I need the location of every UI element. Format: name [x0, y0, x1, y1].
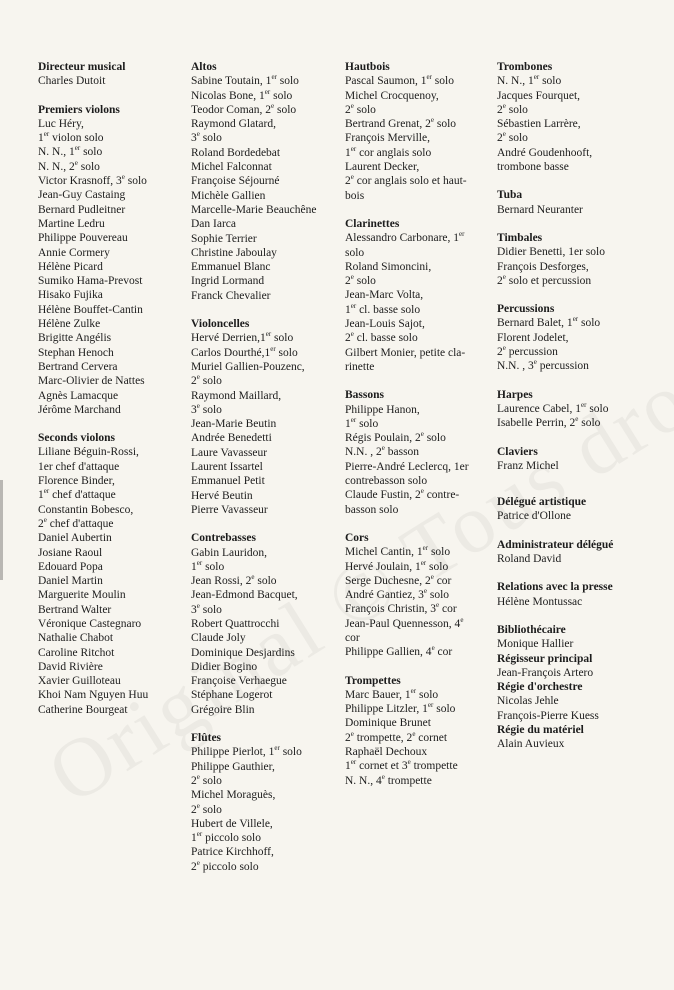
roster-line: contrebasson solo: [345, 475, 428, 488]
section-heading: Violoncelles: [191, 318, 250, 331]
section-heading: Directeur musical: [38, 61, 126, 73]
roster-section: [345, 60, 503, 203]
roster-line: Michel Cantin, 1er solo: [345, 544, 451, 559]
roster-line: bois: [345, 189, 365, 202]
roster-line: Andrée Benedetti: [191, 432, 272, 445]
roster-line: Martine Ledru: [38, 217, 105, 230]
roster-line: Didier Bogino: [191, 660, 258, 673]
roster-line: Pierre Vavasseur: [191, 503, 268, 516]
roster-line: Patrice d'Ollone: [497, 510, 571, 523]
roster-line: André Gantiez, 3e solo: [345, 587, 450, 602]
roster-line: Xavier Guilloteau: [38, 675, 121, 688]
roster-line: Jean-Marc Volta,: [345, 289, 424, 302]
roster-line: 1er cornet et 3e trompette: [345, 758, 458, 773]
roster-line: Hervé Derrien,1er solo: [191, 330, 294, 345]
roster-line: 2e chef d'attaque: [38, 516, 114, 530]
section-heading: Harpes: [497, 388, 533, 401]
roster-line: Emmanuel Petit: [191, 475, 265, 488]
roster-line: 2e solo: [191, 373, 222, 388]
roster-section: [497, 302, 655, 373]
roster-line: François-Pierre Kuess: [497, 709, 599, 722]
roster-line: solo: [345, 246, 365, 259]
roster-line: Jean Rossi, 2e solo: [191, 573, 277, 588]
roster-section: [38, 60, 196, 89]
roster-line: 2e solo: [345, 102, 376, 116]
roster-line: François Desforges,: [497, 260, 589, 273]
roster-line: Jean-François Artero: [497, 666, 594, 679]
section-heading: Percussions: [497, 303, 555, 316]
roster-line: 1er violon solo: [38, 130, 104, 145]
roster-line: Franz Michel: [497, 459, 559, 472]
roster-line: Dominique Desjardins: [191, 646, 295, 659]
roster-line: Gilbert Monier, petite cla-: [345, 346, 466, 359]
page-edge-mark: [0, 480, 3, 580]
roster-line: 2e percussion: [497, 344, 558, 359]
roster-line: 1er chef d'attaque: [38, 460, 120, 473]
roster-line: Michel Moraguès,: [191, 789, 276, 802]
section-heading: Régie d'orchestre: [497, 681, 583, 694]
roster-line: Florent Jodelet,: [497, 331, 569, 344]
section-heading: Délégué artistique: [497, 496, 587, 509]
roster-section: [345, 388, 503, 517]
roster-line: Michèle Gallien: [191, 189, 266, 202]
roster-line: Nicolas Bone, 1er solo: [191, 87, 293, 102]
roster-line: Hervé Beutin: [191, 489, 253, 502]
roster-line: N. N., 1er solo: [38, 144, 103, 159]
roster-line: 2e solo: [191, 773, 222, 787]
roster-line: cor: [345, 631, 360, 644]
roster-line: Philippe Gauthier,: [191, 760, 275, 773]
roster-line: Bernard Pudleitner: [38, 203, 126, 216]
roster-line: Khoi Nam Nguyen Huu: [38, 689, 149, 702]
section-heading: Timbales: [497, 231, 543, 244]
roster-section: [497, 495, 655, 524]
roster-line: Claude Fustin, 2e contre-: [345, 487, 460, 502]
roster-line: Christine Jaboulay: [191, 246, 277, 259]
roster-section: [497, 388, 655, 431]
roster-line: Jean-Paul Quennesson, 4e: [345, 615, 464, 630]
roster-line: 1er cor anglais solo: [345, 144, 432, 159]
roster-section: [38, 431, 196, 717]
roster-line: Serge Duchesne, 2e cor: [345, 572, 452, 587]
roster-section: [497, 231, 655, 288]
roster-column-2: [191, 60, 349, 888]
roster-line: Jacques Fourquet,: [497, 89, 581, 102]
roster-line: Michel Falconnat: [191, 161, 272, 174]
section-heading: Hautbois: [345, 61, 390, 73]
roster-line: Bernard Neuranter: [497, 203, 583, 216]
roster-line: Dan Iarca: [191, 218, 237, 231]
section-spacer: [497, 487, 655, 495]
roster-section: [497, 60, 655, 174]
roster-line: Pascal Saumon, 1er solo: [345, 73, 454, 88]
roster-section: [191, 60, 349, 303]
roster-line: 2e solo et percussion: [497, 273, 592, 287]
roster-line: Patrice Kirchhoff,: [191, 846, 274, 859]
roster-line: Françoise Verhaegue: [191, 675, 287, 688]
roster-line: François Christin, 3e cor: [345, 601, 457, 616]
roster-line: Raymond Glatard,: [191, 118, 276, 131]
roster-section: [497, 445, 655, 474]
section-heading: Relations avec la presse: [497, 581, 613, 594]
roster-line: Roland Bordedebat: [191, 146, 281, 159]
roster-line: Marc-Olivier de Nattes: [38, 375, 145, 388]
roster-line: Marcelle-Marie Beauchêne: [191, 203, 317, 216]
roster-line: Sophie Terrier: [191, 232, 257, 245]
section-heading: Flûtes: [191, 732, 222, 745]
roster-line: 3e solo: [191, 130, 222, 145]
roster-line: Daniel Aubertin: [38, 532, 112, 545]
roster-line: Philippe Pierlot, 1er solo: [191, 744, 302, 759]
roster-column-3: [345, 60, 503, 802]
roster-line: Philippe Gallien, 4e cor: [345, 644, 453, 659]
roster-line: 1er cl. basse solo: [345, 301, 421, 316]
roster-line: Grégoire Blin: [191, 703, 255, 716]
roster-line: Hélène Montussac: [497, 595, 583, 608]
roster-line: Emmanuel Blanc: [191, 261, 271, 274]
roster-line: Alain Auvieux: [497, 738, 565, 751]
section-heading: Clarinettes: [345, 217, 400, 230]
roster-line: Muriel Gallien-Pouzenc,: [191, 360, 305, 373]
roster-line: Sumiko Hama-Prevost: [38, 275, 143, 288]
roster-line: 2e solo: [497, 102, 528, 116]
roster-line: Bernard Balet, 1er solo: [497, 315, 601, 330]
roster-line: Monique Hallier: [497, 638, 574, 651]
roster-line: Hervé Joulain, 1er solo: [345, 558, 449, 573]
roster-line: Charles Dutoit: [38, 75, 106, 88]
roster-line: rinette: [345, 360, 375, 373]
roster-line: Philippe Pouvereau: [38, 232, 128, 245]
roster-line: Caroline Ritchot: [38, 646, 115, 659]
roster-line: Victor Krasnoff, 3e solo: [38, 173, 147, 188]
roster-line: Véronique Castegnaro: [38, 617, 142, 630]
roster-section: [497, 188, 655, 217]
roster-line: Philippe Hanon,: [345, 403, 420, 416]
roster-line: Sébastien Larrère,: [497, 118, 581, 131]
roster-line: N. N., 1er solo: [497, 73, 562, 88]
roster-line: 3e solo: [191, 402, 222, 416]
roster-line: 1er solo: [191, 558, 225, 573]
roster-section: [345, 531, 503, 660]
roster-line: Françoise Séjourné: [191, 175, 280, 188]
roster-line: Régis Poulain, 2e solo: [345, 430, 446, 445]
roster-line: Nathalie Chabot: [38, 632, 114, 645]
roster-line: Carlos Dourthé,1er solo: [191, 344, 298, 359]
roster-line: Marc Bauer, 1er solo: [345, 687, 439, 701]
section-heading: Régie du matériel: [497, 723, 584, 736]
roster-line: 1er chef d'attaque: [38, 487, 116, 502]
roster-line: 1er piccolo solo: [191, 830, 261, 845]
roster-line: 2e solo: [497, 130, 528, 145]
roster-line: Florence Binder,: [38, 475, 115, 488]
roster-line: Nicolas Jehle: [497, 695, 559, 708]
section-heading: Claviers: [497, 445, 538, 458]
roster-section: [497, 538, 655, 567]
roster-line: Laurent Decker,: [345, 161, 420, 174]
section-heading: Bibliothécaire: [497, 623, 566, 636]
roster-line: Agnès Lamacque: [38, 389, 119, 402]
roster-line: François Merville,: [345, 132, 430, 145]
roster-line: Catherine Bourgeat: [38, 703, 128, 716]
roster-line: N.N. , 2e basson: [345, 444, 420, 459]
section-heading: Premiers violons: [38, 103, 120, 116]
roster-line: Constantin Bobesco,: [38, 503, 134, 516]
roster-line: Raymond Maillard,: [191, 389, 282, 402]
roster-line: 2e solo: [191, 801, 222, 816]
roster-line: Didier Benetti, 1er solo: [497, 246, 605, 259]
roster-section: [345, 674, 503, 788]
roster-line: Hisako Fujika: [38, 289, 103, 302]
section-heading: Tuba: [497, 189, 523, 202]
roster-line: André Goudenhooft,: [497, 146, 593, 159]
roster-section: [191, 317, 349, 517]
section-heading: Bassons: [345, 389, 384, 402]
section-heading: Administrateur délégué: [497, 538, 614, 551]
roster-line: Michel Crocquenoy,: [345, 89, 439, 102]
roster-line: 2e solo: [345, 273, 376, 288]
roster-line: Hélène Picard: [38, 260, 103, 273]
roster-section: [191, 531, 349, 717]
roster-line: Philippe Litzler, 1er solo: [345, 701, 456, 716]
roster-section: [497, 723, 655, 752]
roster-line: Stephan Henoch: [38, 346, 114, 359]
roster-line: Josiane Raoul: [38, 546, 103, 559]
roster-line: Alessandro Carbonare, 1er: [345, 230, 465, 245]
section-heading: Seconds violons: [38, 432, 116, 445]
roster-line: Teodor Coman, 2e solo: [191, 102, 297, 116]
roster-line: Laure Vavasseur: [191, 446, 268, 459]
roster-section: [497, 580, 655, 609]
roster-line: 1er solo: [345, 416, 379, 430]
roster-line: N. N., 4e trompette: [345, 772, 432, 787]
roster-line: Marguerite Moulin: [38, 589, 126, 602]
roster-line: Hubert de Villele,: [191, 817, 273, 830]
roster-line: Franck Chevalier: [191, 289, 271, 302]
roster-line: Raphaël Dechoux: [345, 746, 428, 759]
roster-line: Pierre-André Leclercq, 1er: [345, 460, 469, 473]
roster-line: Dominique Brunet: [345, 717, 431, 730]
roster-section: [497, 680, 655, 723]
roster-line: 2e piccolo solo: [191, 858, 259, 873]
roster-line: 2e cl. basse solo: [345, 330, 418, 345]
roster-line: Claude Joly: [191, 632, 246, 645]
roster-line: Brigitte Angélis: [38, 332, 112, 345]
roster-line: Hélène Zulke: [38, 318, 101, 331]
roster-line: 2e cor anglais solo et haut-: [345, 173, 467, 188]
roster-line: Stéphane Logerot: [191, 689, 273, 702]
roster-line: Jean-Marie Beutin: [191, 418, 277, 431]
roster-line: Roland David: [497, 553, 562, 566]
roster-section: [191, 731, 349, 874]
roster-line: Ingrid Lormand: [191, 275, 265, 288]
roster-column-4: [497, 60, 655, 766]
section-heading: Régisseur principal: [497, 652, 593, 665]
roster-line: David Rivière: [38, 660, 103, 673]
roster-line: Roland Simoncini,: [345, 260, 432, 273]
roster-line: Bertrand Cervera: [38, 360, 118, 373]
roster-line: Sabine Toutain, 1er solo: [191, 73, 299, 88]
roster-line: Jean-Edmond Bacquet,: [191, 589, 298, 602]
section-heading: Trombones: [497, 61, 553, 73]
roster-line: N. N., 2e solo: [38, 158, 100, 173]
roster-line: Hélène Bouffet-Cantin: [38, 303, 143, 316]
section-heading: Trompettes: [345, 674, 401, 687]
roster-line: Bertrand Walter: [38, 603, 112, 616]
roster-line: Luc Héry,: [38, 117, 84, 130]
roster-line: Jean-Louis Sajot,: [345, 318, 425, 331]
roster-line: Bertrand Grenat, 2e solo: [345, 116, 457, 131]
roster-line: Jean-Guy Castaing: [38, 189, 126, 202]
roster-section: [38, 103, 196, 418]
roster-line: Annie Cormery: [38, 246, 110, 259]
roster-line: Laurence Cabel, 1er solo: [497, 401, 609, 415]
roster-line: Edouard Popa: [38, 560, 103, 573]
section-heading: Cors: [345, 531, 369, 544]
roster-section: [497, 623, 655, 652]
section-heading: Contrebasses: [191, 532, 256, 545]
roster-line: Gabin Lauridon,: [191, 546, 268, 559]
roster-line: trombone basse: [497, 161, 569, 174]
roster-section: [497, 652, 655, 681]
section-heading: Altos: [191, 61, 217, 73]
roster-line: Liliane Béguin-Rossi,: [38, 446, 139, 459]
roster-column-1: [38, 60, 196, 731]
roster-line: 3e solo: [191, 601, 222, 616]
roster-line: Laurent Issartel: [191, 461, 263, 474]
roster-line: Daniel Martin: [38, 575, 103, 588]
roster-line: Isabelle Perrin, 2e solo: [497, 415, 601, 430]
roster-line: N.N. , 3e percussion: [497, 358, 589, 373]
roster-section: [345, 217, 503, 374]
roster-line: Jérôme Marchand: [38, 403, 121, 416]
roster-line: 2e trompette, 2e cornet: [345, 729, 448, 744]
roster-line: Robert Quattrocchi: [191, 617, 280, 630]
roster-line: basson solo: [345, 503, 399, 516]
